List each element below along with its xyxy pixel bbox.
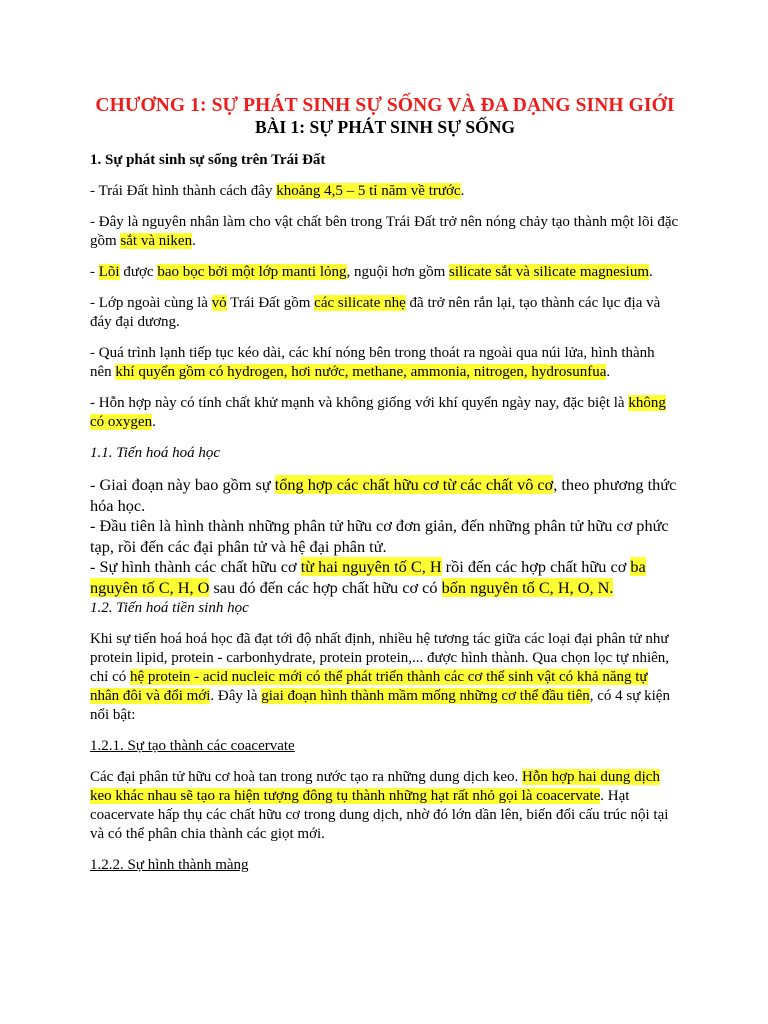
section-heading-1: 1. Sự phát sinh sự sống trên Trái Đất: [90, 152, 326, 168]
paragraph-coacervate: Các đại phân tử hữu cơ hoà tan trong nước tạo ra những dung dịch keo. Hỗn hợp hai dung dịch keo khác nhau sẽ tạo ra hiện tượng đông tụ thành những hạt rất nhỏ gọi là coacervate. Hạt coacervate hấp thụ các chất hữu cơ trong dung dịch, nhờ đó lớn dần lên, biến đổi cấu trúc nội tại và có thể phân chia thành các giọt mới.: [90, 768, 669, 842]
highlight: sắt và niken: [120, 233, 193, 249]
highlight: hệ protein - acid nucleic mới có thể phát triển thành các cơ thể sinh vật có khả năng tự nhân đôi và đổi mới: [90, 668, 648, 704]
section-heading-1-1: 1.1. Tiến hoá hoá học: [90, 445, 220, 461]
paragraph-prebiotic: Khi sự tiến hoá hoá học đã đạt tới độ nhất định, nhiều hệ tương tác giữa các loại đại phân tử như protein lipid, protein - carbonhydrate, protein protein,... được hình thành. Qua chọn lọc tự nhiên, chỉ có hệ protein - acid nucleic mới có thể phát triển thành các cơ thể sinh vật có khả năng tự nhân đôi và đổi mới. Đây là giai đoạn hình thành mầm mống những cơ thể đầu tiên, có 4 sự kiện nổi bật:: [90, 630, 670, 723]
chapter-title: CHƯƠNG 1: SỰ PHÁT SINH SỰ SỐNG VÀ ĐA DẠNG SINH GIỚI: [95, 95, 675, 116]
paragraph-molecules: - Đầu tiên là hình thành những phân tử hữu cơ đơn giản, đến những phân tử hữu cơ phức tạp, rồi đến các đại phân tử và hệ đại phân tử.: [90, 516, 669, 556]
paragraph-crust: - Lớp ngoài cùng là vỏ Trái Đất gồm các silicate nhẹ đã trở nên rắn lại, tạo thành các lục địa và đáy đại dương.: [90, 295, 661, 330]
highlight: các silicate nhẹ: [314, 295, 406, 311]
highlight: bốn nguyên tố C, H, O, N.: [441, 577, 614, 597]
highlight: bao bọc bởi một lớp manti lỏng: [157, 264, 347, 280]
highlight: khoảng 4,5 – 5 tỉ năm về trước: [276, 183, 461, 199]
paragraph-earth-formation: - Trái Đất hình thành cách đây khoảng 4,5 – 5 tỉ năm về trước.: [90, 183, 465, 199]
highlight: khí quyển gồm có hydrogen, hơi nước, methane, ammonia, nitrogen, hydrosunfua: [115, 364, 607, 380]
section-heading-1-2-2: 1.2.2. Sự hình thành màng: [90, 856, 249, 873]
highlight: Lõi: [98, 264, 120, 280]
highlight: không có oxygen: [90, 395, 666, 430]
section-heading-1-2-1: 1.2.1. Sự tạo thành các coacervate: [90, 737, 295, 754]
paragraph-chemical-synthesis: - Giai đoạn này bao gồm sự tổng hợp các chất hữu cơ từ các chất vô cơ, theo phương thức hóa học.: [90, 475, 677, 515]
highlight: tổng hợp các chất hữu cơ từ các chất vô cơ: [274, 475, 554, 494]
paragraph-no-oxygen: - Hỗn hợp này có tính chất khử mạnh và không giống với khí quyển ngày nay, đặc biệt là không có oxygen.: [90, 395, 666, 430]
highlight: silicate sắt và silicate magnesium: [449, 264, 649, 280]
highlight: ba nguyên tố C, H, O: [90, 557, 646, 597]
section-heading-1-2: 1.2. Tiến hoá tiền sinh học: [90, 599, 249, 616]
paragraph-atmosphere: - Quá trình lạnh tiếp tục kéo dài, các khí nóng bên trong thoát ra ngoài qua núi lửa, hình thành nên khí quyển gồm có hydrogen, hơi nước, methane, ammonia, nitrogen, hydrosunfua.: [90, 345, 655, 380]
highlight: giai đoạn hình thành mầm mống những cơ thể đầu tiên: [261, 687, 590, 704]
lesson-title: BÀI 1: SỰ PHÁT SINH SỰ SỐNG: [255, 117, 515, 137]
paragraph-mantle: - Lõi được bao bọc bởi một lớp manti lỏng, nguội hơn gồm silicate sắt và silicate magnesium.: [90, 264, 653, 280]
highlight: Hỗn hợp hai dung dịch keo khác nhau sẽ tạo ra hiện tượng đông tụ thành những hạt rất nhỏ gọi là coacervate: [90, 768, 660, 804]
paragraph-elements: - Sự hình thành các chất hữu cơ từ hai nguyên tố C, H rồi đến các hợp chất hữu cơ ba nguyên tố C, H, O sau đó đến các hợp chất hữu cơ có bốn nguyên tố C, H, O, N.: [90, 557, 646, 597]
paragraph-core: - Đây là nguyên nhân làm cho vật chất bên trong Trái Đất trở nên nóng chảy tạo thành một lõi đặc gồm sắt và niken.: [90, 214, 679, 249]
highlight: từ hai nguyên tố C, H: [300, 557, 442, 577]
highlight: vỏ: [211, 295, 227, 311]
